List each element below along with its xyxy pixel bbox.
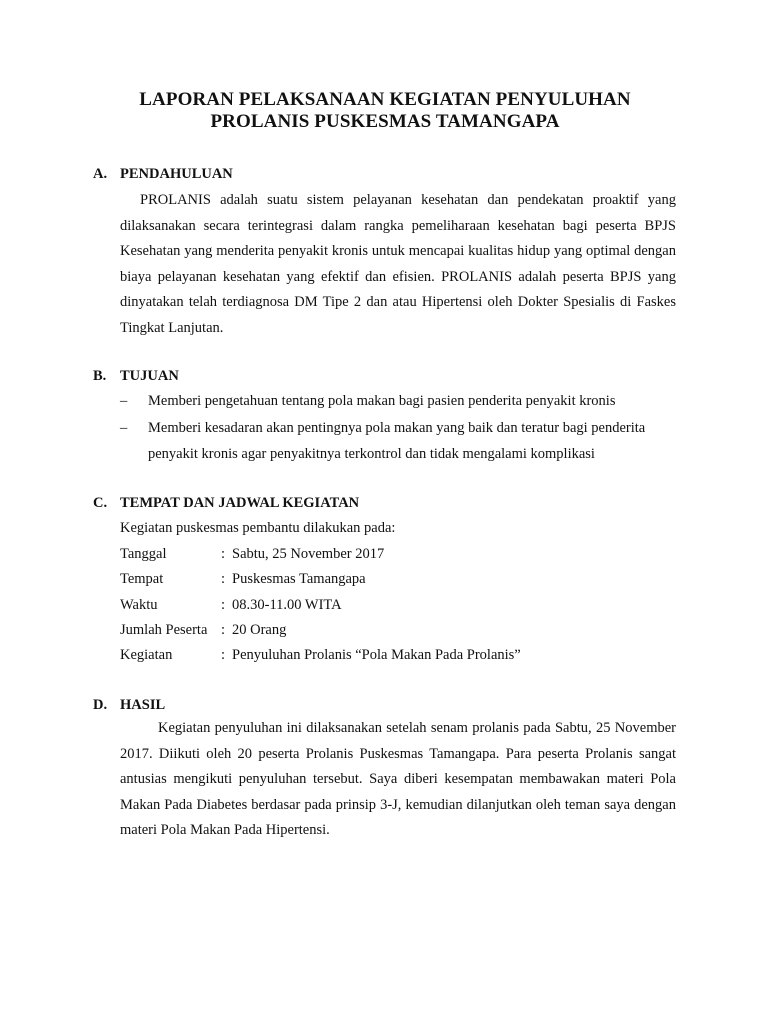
section-a-letter: A.	[93, 166, 108, 182]
schedule-value-kegiatan: Penyuluhan Prolanis “Pola Makan Pada Prolanis”	[232, 647, 521, 663]
schedule-label-tempat: Tempat	[120, 571, 164, 587]
tujuan-item-2: Memberi kesadaran akan pentingnya pola makan yang baik dan teratur bagi penderita penyakit kronis agar penyakitnya terkontrol dan tidak mengalami komplikasi	[148, 420, 646, 462]
section-a-title: PENDAHULUAN	[120, 166, 233, 182]
section-c-title: TEMPAT DAN JADWAL KEGIATAN	[120, 495, 360, 511]
bullet-marker: –	[120, 393, 128, 409]
schedule-label-jumlah-peserta: Jumlah Peserta	[120, 622, 208, 638]
schedule-colon: :	[221, 546, 226, 562]
schedule-label-tanggal: Tanggal	[120, 546, 167, 562]
section-a-paragraph: PROLANIS adalah suatu sistem pelayanan kesehatan dan pendekatan proaktif yang dilaksanakan secara terintegrasi dalam rangka pemeliharaan kesehatan bagi peserta BPJS Kesehatan yang menderita penyakit kronis untuk mencapai kualitas hidup yang optimal dengan biaya pelayanan kesehatan yang efektif dan efisien. PROLANIS adalah peserta BPJS yang dinyatakan telah terdiagnosa DM Tipe 2 dan atau Hipertensi oleh Dokter Spesialis di Faskes Tingkat Lanjutan.	[120, 192, 676, 336]
schedule-value-jumlah-peserta: 20 Orang	[232, 622, 287, 638]
schedule-colon: :	[221, 597, 226, 613]
schedule-colon: :	[221, 647, 226, 663]
section-c-letter: C.	[93, 495, 108, 511]
bullet-marker: –	[120, 420, 128, 436]
section-c-heading	[93, 494, 359, 512]
section-b-letter: B.	[93, 368, 107, 384]
schedule-label-kegiatan: Kegiatan	[120, 647, 173, 663]
schedule-intro: Kegiatan puskesmas pembantu dilakukan pada:	[120, 520, 396, 536]
schedule-value-tanggal: Sabtu, 25 November 2017	[232, 546, 385, 562]
section-d-title: HASIL	[120, 697, 166, 713]
schedule-colon: :	[221, 622, 226, 638]
schedule-value-waktu: 08.30-11.00 WITA	[232, 597, 342, 613]
section-a-heading	[93, 165, 233, 183]
schedule-colon: :	[221, 571, 226, 587]
document-title-line-1: LAPORAN PELAKSANAAN KEGIATAN PENYULUHAN	[139, 89, 631, 110]
document-title-line-2: PROLANIS PUSKESMAS TAMANGAPA	[210, 111, 560, 132]
section-b-title: TUJUAN	[120, 368, 179, 384]
section-d-letter: D.	[93, 697, 108, 713]
tujuan-item-1: Memberi pengetahuan tentang pola makan bagi pasien penderita penyakit kronis	[148, 393, 616, 409]
schedule-value-tempat: Puskesmas Tamangapa	[232, 571, 366, 587]
section-d-heading	[93, 696, 165, 714]
section-d-paragraph: Kegiatan penyuluhan ini dilaksanakan setelah senam prolanis pada Sabtu, 25 November 2017. Diikuti oleh 20 peserta Prolanis Puskesmas Tamangapa. Para peserta Prolanis sangat antusias mengikuti penyuluhan tersebut. Saya diberi kesempatan membawakan materi Pola Makan Pada Diabetes berdasar pada prinsip 3-J, kemudian dilanjutkan oleh teman saya dengan materi Pola Makan Pada Hipertensi.	[120, 720, 676, 839]
schedule-label-waktu: Waktu	[120, 597, 158, 613]
section-b-heading	[93, 367, 179, 385]
